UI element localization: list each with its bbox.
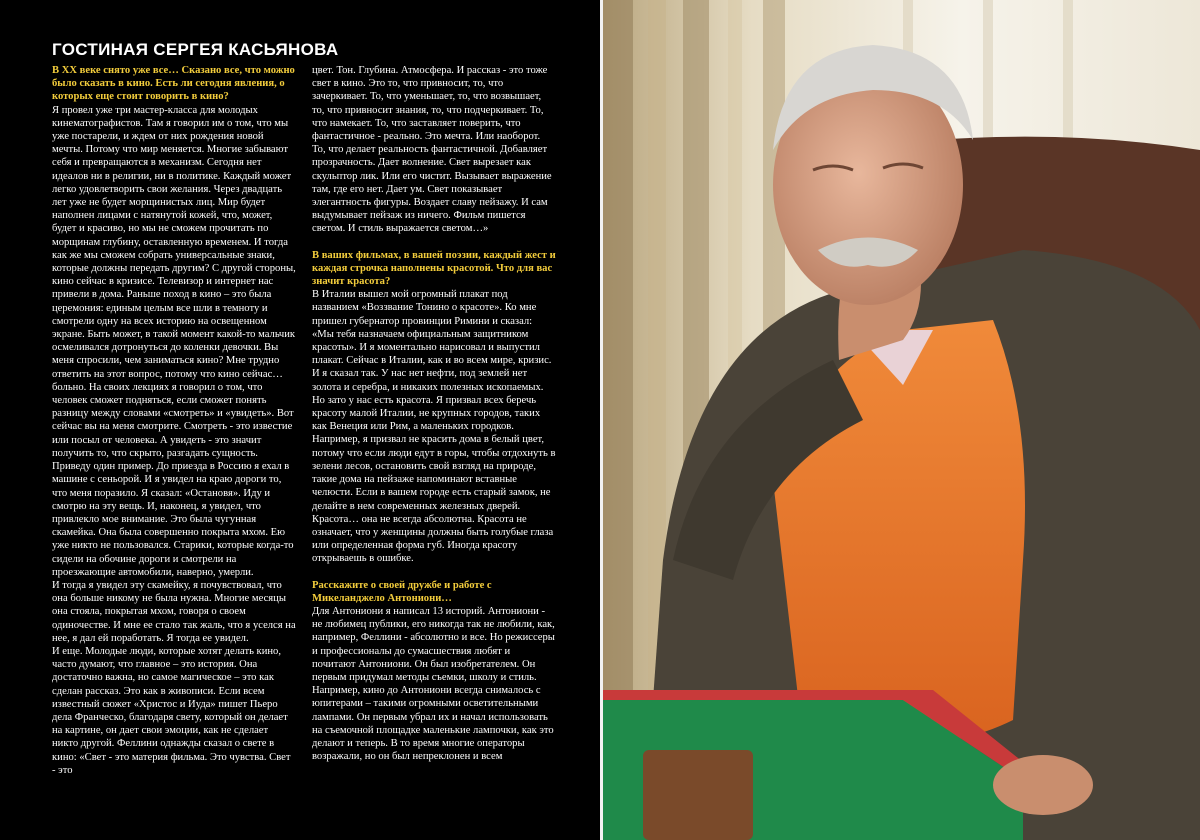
page-heading: ГОСТИНАЯ СЕРГЕЯ КАСЬЯНОВА — [52, 40, 339, 59]
question-heading: Расскажите о своей дружбе и работе с Микеланджело Антониони… — [312, 579, 492, 604]
resting-hand — [993, 755, 1093, 815]
body-paragraph: Для Антониони я написал 13 историй. Антониони - не любимец публики, его никогда так не любили, как, например, Феллини - абсолютно и все. Но режиссеры и профессионалы до сумасшествия любят и почитают Антониони. Он был изобретателем. Он первым придумал методы съемки, школу и стиль. Например, кино до Антониони всегда снималось с юпитерами – такими огромными осветительными лампами. Он первым убрал их и начал использовать на съемочной площадке маленькие лампочки, как это делают и теперь. В то время многие операторы возражали, но он был непреклонен и всем — [312, 605, 555, 763]
wooden-box — [643, 750, 753, 840]
body-paragraph: И тогда я увидел эту скамейку, я почувствовал, что она больше никому не была нужна. Многие месяцы она стояла, покрытая мхом, говоря о своем одиночестве. И мне ее стало так жаль, что я уселся на нее, я дал ей поработать. Я тогда ее увидел. — [52, 579, 296, 644]
body-paragraph: цвет. Тон. Глубина. Атмосфера. И рассказ - это тоже свет в кино. Это то, что привносит, то, что зачеркивает. То, что уменьшает, то, что возвышает, то, что привносит знания, то, что подчеркивает. То, что намекает. То, что заставляет поверить, что фантастичное - реально. Это мечта. Или наоборот. То, что делает реальность фантастичной. Добавляет прозрачность. Дает волнение. Свет вырезает как скульптор лик. Или его чистит. Вызывает выражение там, где его нет. Дает ум. Свет показывает элегантность фигуры. Воздает славу пейзажу. И сам выдумывает пейзаж из ничего. Фильм пишется светом. И стиль выражается светом…» — [312, 65, 552, 235]
portrait-illustration — [603, 0, 1200, 840]
question-heading: В XX веке снято уже все… Сказано все, что можно было сказать в кино. Есть ли сегодня явления, о которых еще стоит говорить в кино? — [52, 65, 295, 103]
text-column-1 — [52, 64, 296, 777]
body-paragraph: Я провел уже три мастер-класса для молодых кинематографистов. Там я говорил им о том, что мы уже постарели, и ждем от них рождения новой мечты. Потому что мир меняется. Многие забывают себя и превращаются в механизм. Сегодня нет идеалов ни в религии, ни в политике. Каждый может легко удовлетворить свои желания. Через двадцать лет уже не будет морщинистых лиц. Мир будет наполнен лицами с натянутой кожей, что, может, будет и красиво, но мы не сможем прочитать по морщинам глубину, оставленную временем. И тогда как же мы сможем собрать универсальные знаки, которые должны передать другим? С другой стороны, кино сейчас в кризисе. Телевизор и интернет нас привели в дома. Раньше поход в кино – это была церемония: единым целым все шли в темноту и смотрели одну на всех историю на освещенном экране. Быть может, в такой момент какой-то мальчик осмеливался дотронуться до коленки девочки. Вы меня спросили, чем заниматься кино? Мне трудно ответить на этот вопрос, потому что кино сейчас…больно. На своих лекциях я говорил о том, что человек сможет подняться, если сможет понять разницу между словами «смотреть» и «увидеть». Вот сейчас вы на меня смотрите. Смотреть - это известие или посыл от человека. А увидеть - это значит получить то, что скрыто, разгадать сущность. Приведу один пример. До приезда в Россию я ехал в машине с сеньорой. И я увидел на краю дороги то, что меня поразило. Я сказал: «Остановя». Иду и смотрю на эту вещь. И, наконец, я увидел, что привлекло мое внимание. Это была чугунная скамейка. Она была совершенно покрыта мхом. Ею уже никто не пользовался. Старики, которые когда-то сидели на обочине дороги и смотрели на проезжающие автомобили, наверно, умерли. — [52, 104, 296, 578]
body-paragraph: И еще. Молодые люди, которые хотят делать кино, часто думают, что главное – это история. Она достаточно важна, но самое магическое – это как сделан рассказ. Это как в живописи. Если всем известный сюжет «Христос и Иуда» пишет Пьеро дела Франческо, благодаря свету, который он делает на картине, он дает свои эмоции, как не сделает никто другой. Феллини однажды сказал о свете в кино: «Свет - это материя фильма. Это чувства. Свет - это — [52, 645, 291, 776]
question-heading: В ваших фильмах, в вашей поэзии, каждый жест и каждая строчка наполнены красотой. Что для вас значит красота? — [312, 249, 556, 288]
body-paragraph: В Италии вышел мой огромный плакат под названием «Воззвание Тонино о красоте». Ко мне пришел губернатор провинции Римини и сказал: «Мы тебя назначаем официальным защитником красоты». И я моментально нарисовал и выпустил плакат. Сейчас в Италии, как и во всем мире, кризис. И я сказал так. У нас нет нефти, под землей нет золота и серебра, и никаких полезных ископаемых. Но зато у нас есть красота. Я призвал всех беречь красоту малой Италии, не крупных городов, таких как Венеция или Рим, а маленьких городков. Например, я призвал не красить дома в белый цвет, потому что если люди едут в горы, чтобы отдохнуть в зелени лесов, остановить свой взгляд на природе, такие дома на пейзаже напоминают вставные челюсти. Если в вашем городе есть старый замок, не делайте в нем современных железных дверей. Красота… она не всегда абсолютна. Красота не означает, что у женщины должны быть голубые глаза или определенная форма губ. Иногда красоту открываешь в ошибке. — [312, 289, 556, 565]
portrait-photo — [603, 0, 1200, 840]
text-column-2 — [312, 64, 556, 763]
